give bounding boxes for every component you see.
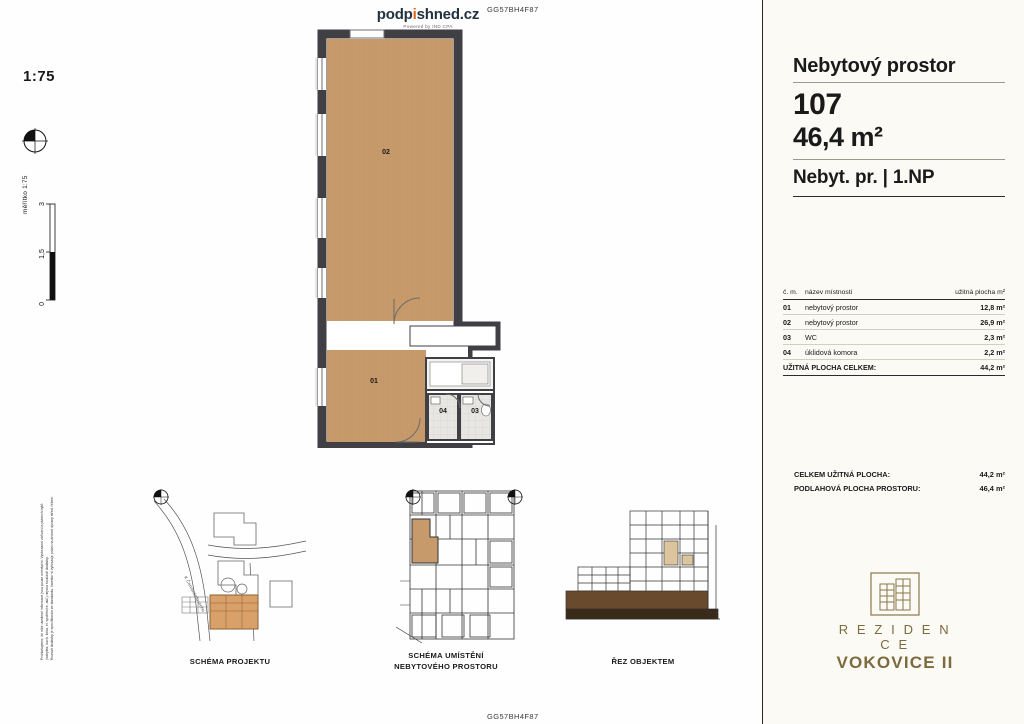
cell-room-area: 2,3 m² bbox=[935, 330, 1005, 345]
cell-room-number: 02 bbox=[783, 315, 805, 330]
total-label: UŽITNÁ PLOCHA CELKEM: bbox=[783, 360, 935, 376]
room-label-04: 04 bbox=[439, 408, 447, 415]
north-arrow-icon-floor-b bbox=[506, 488, 524, 506]
table-row bbox=[783, 300, 1005, 315]
cell-room-area: 2,2 m² bbox=[935, 345, 1005, 360]
summary-label: CELKEM UŽITNÁ PLOCHA: bbox=[794, 470, 891, 479]
sheet-code-top: GG57BH4F87 bbox=[487, 5, 539, 14]
unit-number: 107 bbox=[793, 88, 842, 121]
room-label-01: 01 bbox=[370, 378, 378, 385]
logo-wordmark bbox=[374, 8, 482, 22]
main-floorplan bbox=[300, 28, 520, 448]
brand-line-2: VOKOVICE II bbox=[836, 653, 954, 672]
summary-block bbox=[794, 470, 1005, 498]
thumb-caption-floor-location bbox=[368, 650, 524, 672]
thumb-caption-line-1: SCHÉMA UMÍSTĚNÍ bbox=[408, 651, 484, 660]
cell-room-number: 04 bbox=[783, 345, 805, 360]
table-total-row bbox=[783, 360, 1005, 376]
thumb-site-plan bbox=[150, 485, 310, 645]
project-brand bbox=[836, 570, 954, 673]
cell-room-name: nebytový prostor bbox=[805, 315, 935, 330]
logo-subtitle: Powered by IND CPA bbox=[403, 24, 453, 29]
summary-label: PODLAHOVÁ PLOCHA PROSTORU: bbox=[794, 484, 921, 493]
sheet-code-bottom: GG57BH4F87 bbox=[487, 712, 539, 721]
cell-room-area: 26,9 m² bbox=[935, 315, 1005, 330]
cell-room-number: 01 bbox=[783, 300, 805, 315]
svg-text:3: 3 bbox=[39, 202, 46, 206]
cell-room-name: nebytový prostor bbox=[805, 300, 935, 315]
logo-dot-icon: i bbox=[412, 6, 417, 23]
thumb-caption-section: ŘEZ OBJEKTEM bbox=[611, 657, 675, 666]
disclaimer-line-1: Prohlašujeme, že níže uvedené informace jsou pouze orientační. Vyobrazení zařízení a plánech bytů (nábytek, kuch. linka, el. spotřebiče, atd.) nejsou součástí dodávky. bbox=[40, 503, 50, 660]
thumb-caption-line-2: NEBYTOVÉHO PROSTORU bbox=[394, 662, 498, 671]
col-header-number: č. m. bbox=[783, 288, 805, 300]
summary-row bbox=[794, 484, 1005, 493]
page-scale: 1:75 bbox=[23, 68, 56, 85]
total-value: 44,2 m² bbox=[935, 360, 1005, 376]
table-row bbox=[783, 345, 1005, 360]
north-arrow-icon-floor-a bbox=[404, 488, 422, 506]
disclaimer-line-2: Rozsah dodávky je specifikován ve standardu. Investor si vyhrazuje právo na drobné úpravy střed. řešení. bbox=[50, 495, 54, 660]
summary-value: 44,2 m² bbox=[979, 470, 1005, 479]
svg-text:0: 0 bbox=[39, 302, 46, 306]
col-header-name: název místnosti bbox=[805, 288, 935, 300]
scale-bar bbox=[22, 175, 70, 311]
panel-rule-1 bbox=[793, 82, 1005, 83]
legal-disclaimer bbox=[20, 492, 140, 662]
street-label: K Červenému vrchu bbox=[183, 575, 207, 613]
cell-room-name: úklidová komora bbox=[805, 345, 935, 360]
unit-type: Nebyt. pr. | 1.NP bbox=[793, 167, 935, 188]
table-header-row bbox=[783, 288, 1005, 300]
panel-rule-2 bbox=[793, 159, 1005, 160]
thumb-section bbox=[560, 505, 725, 640]
brand-line-1: R E Z I D E N C E bbox=[838, 622, 952, 652]
cell-room-area: 12,8 m² bbox=[935, 300, 1005, 315]
logo-text-part2: shned bbox=[416, 6, 460, 23]
thumb-caption-site-plan: SCHÉMA PROJEKTU bbox=[189, 657, 271, 666]
north-arrow-icon bbox=[20, 126, 50, 156]
logo-text-part1: podp bbox=[376, 6, 413, 23]
room-label-02: 02 bbox=[382, 149, 390, 156]
panel-rule-3 bbox=[793, 196, 1005, 197]
room-label-03: 03 bbox=[471, 408, 479, 415]
building-icon bbox=[836, 570, 954, 618]
cell-room-name: WC bbox=[805, 330, 935, 345]
table-row bbox=[783, 330, 1005, 345]
panel-title: Nebytový prostor bbox=[793, 55, 956, 77]
summary-value: 46,4 m² bbox=[979, 484, 1005, 493]
logo-suffix: .cz bbox=[459, 6, 480, 23]
col-header-area: užitná plocha m² bbox=[935, 288, 1005, 300]
scale-bar-caption: měřítko 1:75 bbox=[22, 175, 29, 214]
rooms-table bbox=[783, 288, 1005, 376]
svg-text:1,5: 1,5 bbox=[39, 249, 46, 259]
thumb-floor-location bbox=[392, 485, 532, 645]
unit-area: 46,4 m² bbox=[793, 122, 883, 152]
cell-room-number: 03 bbox=[783, 330, 805, 345]
summary-row bbox=[794, 470, 1005, 479]
north-arrow-icon-site bbox=[152, 488, 170, 506]
table-row bbox=[783, 315, 1005, 330]
